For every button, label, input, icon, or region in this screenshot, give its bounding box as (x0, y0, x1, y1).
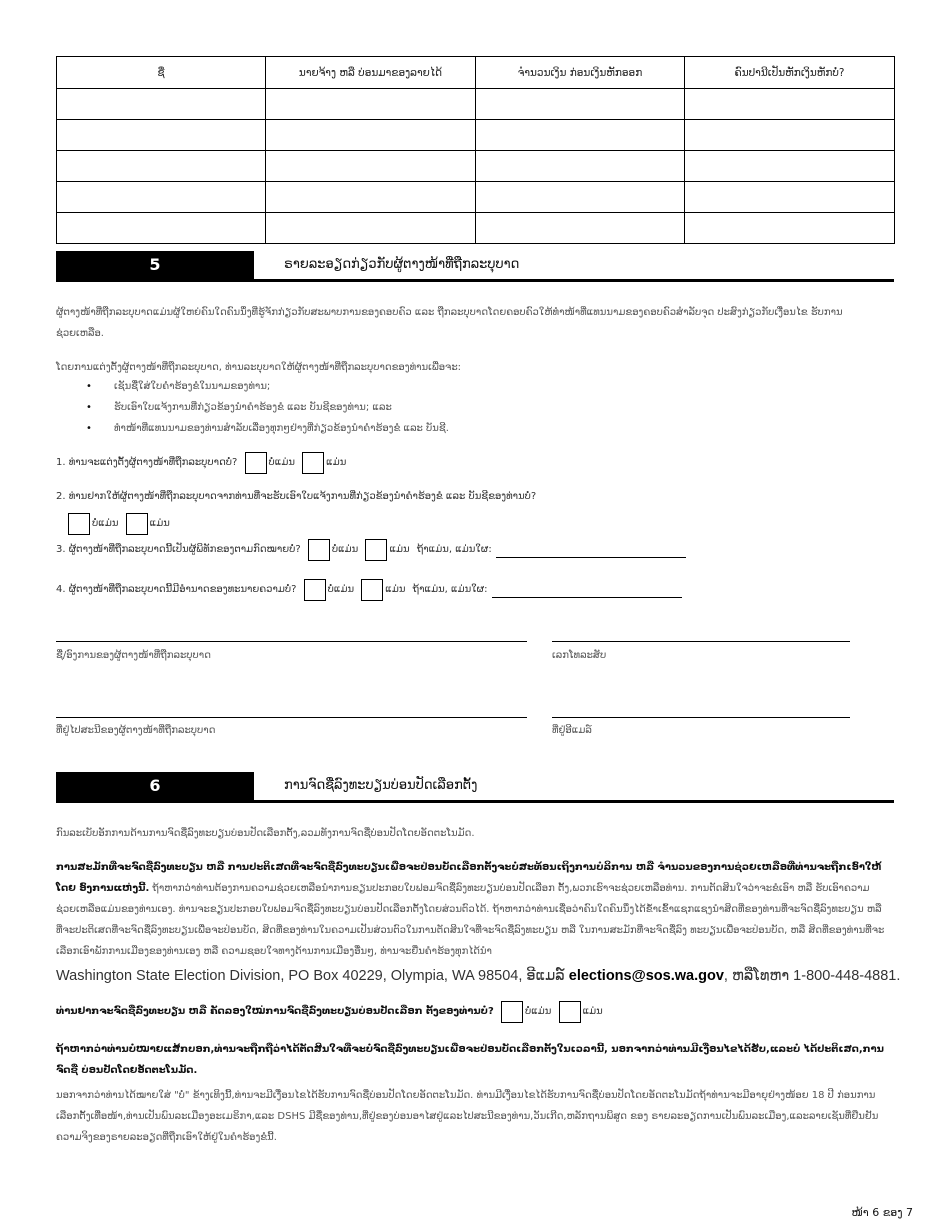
table-cell[interactable] (57, 120, 266, 151)
option-label: ບໍ່ແມ່ນ (268, 457, 295, 468)
option-label: ບໍ່ແມ່ນ (524, 1006, 552, 1017)
question-2: 2. ທ່ານຢາກໃຫ້ຜູ້ຕາງໜ້າທີ່ຖືກລະບຸບາດຈາກທ່ານທີ່ຈະຮັບເອົາໃບແຈ້ງການທີ່ກ່ຽວຂ້ອງນຳຄຳຮ້ອງຂໍ ແລະ ບັນຊີຂອງທ່ານບໍ່? (56, 491, 537, 502)
table-header-row (57, 57, 895, 89)
bullet-list (86, 376, 886, 439)
question-3 (56, 538, 686, 562)
q4-who-field[interactable] (492, 583, 682, 598)
table-row (57, 89, 895, 120)
q4-no-checkbox[interactable] (361, 579, 383, 601)
address-line[interactable] (56, 717, 527, 718)
table-header: ຈຳນວນເງິນ ກ່ອນເງິນຫັກອອກ (476, 57, 685, 89)
name-line[interactable] (56, 641, 527, 642)
table-cell[interactable] (476, 89, 685, 120)
q3-yes-checkbox[interactable] (308, 539, 330, 561)
page-number: ໜ້າ 6 ຂອງ 7 (851, 1206, 913, 1219)
question-text: 4. ຜູ້ຕາງໜ້າທີ່ຖືກລະບຸບາດນີ້ມີອຳນາດຂອງທະນາຍຄວາມບໍ່? (56, 584, 297, 595)
q2-no-checkbox[interactable] (126, 513, 148, 535)
option-label: ແມ່ນ (385, 584, 406, 595)
table-header: ຊື່ (57, 57, 266, 89)
q3-no-checkbox[interactable] (365, 539, 387, 561)
table-cell[interactable] (685, 89, 895, 120)
list-item: • ທຳໜ້າທີ່ແທນນາມຂອງທ່ານສຳລັບເລື່ອງທຸກໆຢ່າງທີ່ກ່ຽວຂ້ອງນຳຄຳຮ້ອງຂໍ ແລະ ບັນຊີ. (86, 418, 886, 439)
phone-label: ເລກໂທລະສັບ (552, 650, 607, 661)
email-link[interactable]: elections@sos.wa.gov (568, 968, 724, 984)
if-yes-label: ຖ້າແມ່ນ, ແມ່ນໃຜ: (412, 584, 488, 595)
phone-number: 1-800-448-4881. (793, 968, 901, 984)
table-header: ນາຍຈ້າງ ຫລື ບ່ອນມາຂອງລາຍໄດ້ (266, 57, 476, 89)
table-cell[interactable] (266, 120, 476, 151)
table-cell[interactable] (476, 151, 685, 182)
notice-bold: ການສະມັກທີ່ຈະຈົດຊື່ລົງທະບຽນ ຫລື ການປະຕິເສດທີ່ຈະຈົດຊື່ລົງທະບຽນເພື່ອຈະປ່ອນບັດເລືອກຕັ້ງຈະບໍ່ສະທ້ອນເຖິງການບໍລິການ ຫລື ຈຳນວນຂອງການຊ່ວຍເຫລືອທີ່ທ່ານຈະຖືກເອົາໃຫ້ໂດຍ ອົງການແຫ່ງນີ້. (56, 862, 882, 894)
income-table (56, 56, 895, 244)
table-row (57, 213, 895, 244)
question-4 (56, 578, 682, 602)
table-cell[interactable] (266, 213, 476, 244)
option-label: ແມ່ນ (149, 518, 170, 529)
contact-text: , ຫລືໂທຫາ (723, 968, 794, 984)
section-5-intro: ຜູ້ຕາງໜ້າທີ່ຖືກລະບຸບາດແມ່ນຜູ້ໃຫຍ່ຄົນໃດຄົນນຶ່ງທີ່ຮູ້ຈັກກ່ຽວກັບສະພາບການຂອງຄອບຄົວ ແລະ ຖືກລະບຸບາດໂດຍຄອບຄົວໃຫ້ທຳໜ້າທີ່ແທນນາມຂອງຄອບຄົວສຳລັບຈຸດ ປະສົງກ່ຽວກັບເງື່ອນໄຂ ຮັບການຊ່ວຍເຫລືອ. (56, 307, 843, 339)
question-text: 3. ຜູ້ຕາງໜ້າທີ່ຖືກລະບຸບາດນີ້ເປັນຜູ້ພິທັກຂອງຕາມກົດໝາຍບໍ່? (56, 544, 301, 555)
q1-no-checkbox[interactable] (302, 452, 324, 474)
table-cell[interactable] (57, 213, 266, 244)
option-label: ບໍ່ແມ່ນ (92, 518, 119, 529)
auto-registration-details: ນອກຈາກວ່າທ່ານໄດ້ໝາຍໃສ່ "ບໍ່" ຂ້າງເທິງນີ້,ທ່ານຈະມີເງື່ອນໄຂໄດ້ຮັບການຈົດຊື່ບ່ອນປັດໂດຍອັດຕະໂນມັດ. ທ່ານມີເງື່ອນໄຂໄດ້ຮັບການຈົດຊື່ບ່ອນປັດໂດຍອັດຕະໂນມັດຖ້າທ່ານຈະມີອາຍຸຢ່າງໜ້ອຍ 18 ປີ ກ່ອນການເລືອກຕັ້ງເທື່ອໜ້າ,ທ່ານເປັນພົນລະເມືອງອະເມຣິກາ,ແລະ DSHS ມີຊື່ຂອງທ່ານ,ທີ່ຢູ່ຂອງບ່ອນອາໄສຢູ່ແລະໄປສະນີຂອງທ່ານ,ວັນເກີດ,ຫລັກຖານພິສູດ ຂອງ ຣາຍລະອຽດການເປັນພົນລະເມືອງ,ແລະລາຍເຊັນທີ່ຢືນຢັນຄວາມຈິງຂອງຣາຍລະອຽດທີ່ຖືກເອົາໃຫ້ຢູ່ໃນຄຳຮ້ອງຂໍນີ້. (56, 1090, 879, 1143)
voter-yes-checkbox[interactable] (501, 1001, 523, 1023)
email-label: ທີ່ຢູ່ອີແມລ໌ (552, 725, 592, 736)
list-item: • ເຊັນຊື່ໃສ່ໃບຄຳຮ້ອງຂໍໃນນາມຂອງທ່ານ; (86, 376, 886, 397)
auto-registration-notice: ຖ້າຫາກວ່າທ່ານບໍ່ໝາຍແສ້ກບອກ,ທ່ານຈະຖືກຖືວ່າໄດ້ຕັດສິນໃຈທີ່ຈະບໍ່ຈົດຊື່ລົງທະບຽນເພື່ອຈະປ່ອນບັດເລືອກຕັ້ງໃນເວລານີ້, ນອກຈາກວ່າທ່ານມີເງື່ອນໄຂໄດ້ຮັບ,ແລະບໍ່ ໄດ້ປະຕິເສດ,ການຈົດຊື່ ບ່ອນປັດໂດຍອັດຕະໂນມັດ. (56, 1044, 884, 1076)
table-cell[interactable] (685, 151, 895, 182)
question-2-options (68, 512, 174, 536)
section-6-intro: ກົນລະເບັບອັກການດ້ານການຈົດຊື່ລົງທະບຽນບ່ອນປັດເລືອກຕັ້ງ,ລວມທັງການຈົດຊື່ບ່ອນປັດໂດຍອັດຕະໂນມັດ. (56, 828, 475, 839)
option-label: ບໍ່ແມ່ນ (327, 584, 355, 595)
option-label: ບໍ່ແມ່ນ (331, 544, 359, 555)
option-label: ແມ່ນ (582, 1006, 603, 1017)
table-cell[interactable] (266, 151, 476, 182)
question-text: 1. ທ່ານຈະແຕ່ງຕັ້ງຜູ້ຕາງໜ້າທີ່ຖືກລະບຸບາດບໍ່? (56, 457, 238, 468)
address-label: ທີ່ຢູ່ໄປສະນີຂອງຜູ້ຕາງໜ້າທີ່ຖືກລະບຸບາດ (56, 725, 216, 736)
q3-who-field[interactable] (496, 543, 686, 558)
name-label: ຊື່/ອົງການຂອງຜູ້ຕາງໜ້າທີ່ຖືກລະບຸບາດ (56, 650, 211, 661)
table-row (57, 151, 895, 182)
table-header: ຄົນປານີເປັນຫັກເງິນຫັກບໍ່? (685, 57, 895, 89)
table-cell[interactable] (266, 182, 476, 213)
question-text: ທ່ານຢາກຈະຈົດຊື່ລົງທະບຽນ ຫລື ຄັດລອງໃໝ່ການຈົດຊື່ລົງທະບຽນບ່ອນປັດເລືອກ ຕັ້ງຂອງທ່ານບໍ່? (56, 1006, 494, 1017)
option-label: ແມ່ນ (326, 457, 347, 468)
section-5-lead: ໂດຍການແຕ່ງຕັ້ງຜູ້ຕາງໜ້າທີ່ຖືກລະບຸບາດ, ທ່ານລະບຸບາດໃຫ້ຜູ້ຕາງໜ້າທີ່ຖືກລະບຸບາດຂອງທ່ານເພື່ອຈະ: (56, 362, 462, 373)
voter-question (56, 1000, 607, 1024)
table-row (57, 120, 895, 151)
section-title: ການຈົດຊື່ລົງທະບຽນບ່ອນປັດເລືອກຕັ້ງ (284, 778, 478, 793)
if-yes-label: ຖ້າແມ່ນ, ແມ່ນໃຜ: (416, 544, 492, 555)
table-cell[interactable] (476, 120, 685, 151)
table-cell[interactable] (685, 182, 895, 213)
section-6-header (56, 772, 894, 803)
table-cell[interactable] (685, 120, 895, 151)
contact-line (56, 968, 900, 984)
q4-yes-checkbox[interactable] (304, 579, 326, 601)
q2-yes-checkbox[interactable] (68, 513, 90, 535)
question-1 (56, 451, 350, 475)
section-5-header (56, 251, 894, 282)
section-title: ຣາຍລະອຽດກ່ຽວກັບຜູ້ຕາງໜ້າທີ່ຖືກລະບຸບາດ (284, 257, 520, 272)
table-cell[interactable] (57, 89, 266, 120)
email-line[interactable] (552, 717, 850, 718)
section-number: 5 (56, 251, 254, 279)
section-number: 6 (56, 772, 254, 800)
table-cell[interactable] (57, 151, 266, 182)
list-item: • ຮັບເອົາໃບແຈ້ງການທີ່ກ່ຽວຂ້ອງນຳຄຳຮ້ອງຂໍ ແລະ ບັນຊີຂອງທ່ານ; ແລະ (86, 397, 886, 418)
voter-no-checkbox[interactable] (559, 1001, 581, 1023)
option-label: ແມ່ນ (389, 544, 410, 555)
contact-text: Washington State Election Division, PO Box 40229, Olympia, WA 98504, ອີແມລ໌ (56, 968, 569, 984)
q1-yes-checkbox[interactable] (245, 452, 267, 474)
table-cell[interactable] (476, 182, 685, 213)
section-6-notice (56, 857, 886, 962)
notice-body: ຖ້າຫາກວ່າທ່ານຕ້ອງການຄວາມຊ່ວຍເຫລືອນຳການຂຽນປະກອບໃບຟອມຈົດຊື່ລົງທະບຽນບ່ອນປັດເລືອກ ຕັ້ງ,ພວກເຮົາຈະຊ່ວຍເຫລືອທ່ານ. ການຕັດສິນໃຈວ່າຈະຂໍເອົາ ຫລື ຮັບເອົາຄວາມຊ່ວຍເຫລືອແມ່ນຂອງທ່ານເອງ. ທ່ານຈະຂຽນປະກອບໃບຟອມຈົດຊື່ລົງທະບຽນບ່ອນປັດເລືອກຕັ້ງໂດຍສ່ວນຕົວໄດ້. ຖ້າຫາກວ່າທ່ານເຊື່ອວ່າຄົນໃດຄົນນຶ່ງໄດ້ຂ້ຳເຂົ້າແຊກແຊງນຳສິດທີ່ຂອງທ່ານທີ່ຈະຈົດຊື່ລົງທະບຽນ ຫລື ທີ່ຈະປະຕິເສດທີ່ຈະຈົດຊື່ລົງທະບຽນເພື່ອຈະປ່ອນບັດ, ສິດທີ່ຂອງທ່ານໃນຄວາມເປັນສ່ວນຕົວໃນການຕັດສິນໃຈທີ່ຈະຈົດຊື່ລົງທະບຽນ ຫລື ໃນການສະມັກທີ່ຈະຈົດຊື່ລົງ ທະບຽນເພື່ອຈະປ່ອນບັດ, ຫລື ສິດທີ່ຂອງທ່ານທີ່ຈະເລືອກເອົາພັກການເມືອງຂອງທ່ານເອງ ຫລື ຄວາມຊອບໃຈທາງດ້ານການເມືອງອື່ນໆ, ທ່ານຈະຍື່ນຄຳຮ້ອງທຸກໄດ້ນຳ (56, 883, 885, 957)
table-cell[interactable] (685, 213, 895, 244)
table-cell[interactable] (476, 213, 685, 244)
table-cell[interactable] (57, 182, 266, 213)
table-row (57, 182, 895, 213)
phone-line[interactable] (552, 641, 850, 642)
table-cell[interactable] (266, 89, 476, 120)
